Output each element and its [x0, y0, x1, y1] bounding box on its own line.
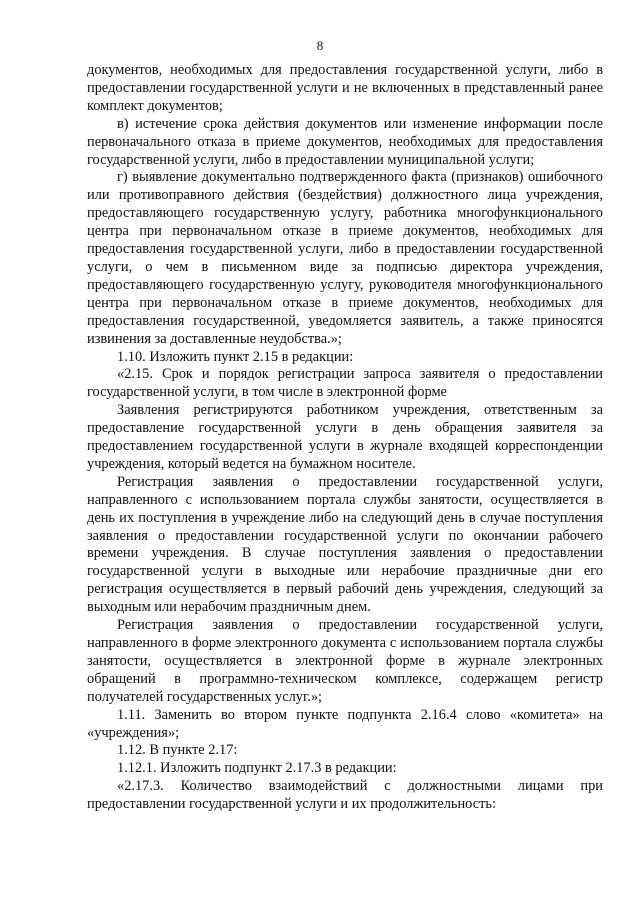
paragraph: «2.15. Срок и порядок регистрации запроса заявителя о предоставлении государственной услуги, в том числе в электронной форме [87, 366, 603, 401]
document-body [87, 62, 603, 814]
paragraph: в) истечение срока действия документов или изменение информации после первоначального отказа в приеме документов, необходимых для предоставления государственной услуги, либо в предоставлении муниципальной услуги; [87, 115, 603, 168]
paragraph: документов, необходимых для предоставления государственной услуги, либо в предоставлении государственной услуги и не включенных в представленный ранее комплект документов; [87, 62, 603, 114]
page-number: 8 [316, 38, 324, 53]
paragraph: Регистрация заявления о предоставлении государственной услуги, направленного с использованием портала службы занятости, осуществляется в день их поступления в учреждение либо на следующий день в случае поступления заявления о предоставлении государственной услуги по окончании рабочего времени учреждения. В случае поступления заявления о предоставлении государственной услуги в выходные или нерабочие праздничные дни его регистрация осуществляется в первый рабочий день учреждения, следующий за выходным или нерабочим праздничным днем. [87, 473, 603, 616]
paragraph: 1.12.1. Изложить подпункт 2.17.3 в редакции: [117, 760, 397, 777]
paragraph: Регистрация заявления о предоставлении государственной услуги, направленного в форме электронного документа с использованием портала службы занятости, осуществляется в электронной форме в журнале электронных обращений в программно-техническом комплексе, содержащем регистр получателей государственных услуг.»; [87, 617, 603, 705]
paragraph: г) выявление документально подтвержденного факта (признаков) ошибочного или противоправного действия (бездействия) должностного лица учреждения, предоставляющего государственную услугу, работника многофункционального центра при первоначальном отказе в приеме документов, необходимых для предоставления государственной услуги, либо в предоставлении государственной услуги, о чем в письменном виде за подписью директора учреждения, предоставляющего государственную услугу, руководителя многофункционального центра при первоначальном отказе в приеме документов, необходимых для предоставления государственной, уведомляется заявитель, а также приносятся извинения за доставленные неудобства.»; [87, 169, 603, 347]
paragraph: 1.11. Заменить во втором пункте подпункта 2.16.4 слово «комитета» на «учреждения»; [87, 706, 603, 741]
paragraph: «2.17.3. Количество взаимодействий с должностными лицами при предоставлении государственной услуги и их продолжительность: [87, 778, 603, 813]
paragraph: Заявления регистрируются работником учреждения, ответственным за предоставление государственной услуги в день обращения заявителя за предоставлением государственной услуги в журнале входящей корреспонденции учреждения, который ведется на бумажном носителе. [87, 402, 603, 472]
paragraph: 1.12. В пункте 2.17: [117, 742, 238, 759]
paragraph: 1.10. Изложить пункт 2.15 в редакции: [117, 348, 354, 365]
